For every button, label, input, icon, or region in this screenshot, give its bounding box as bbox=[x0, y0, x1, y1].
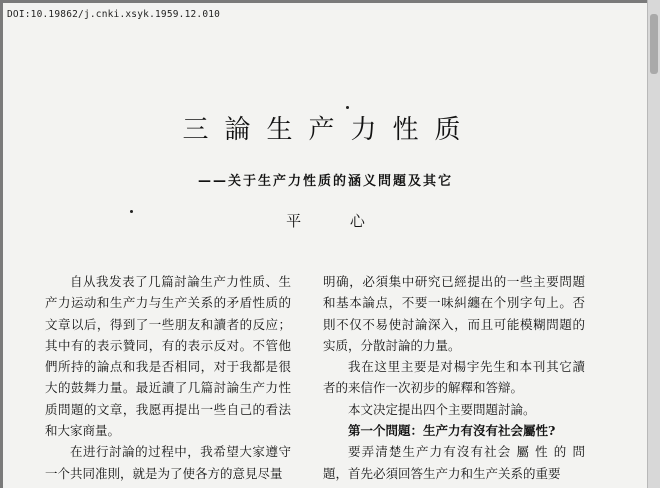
section-heading: 第一个問題：生产力有沒有社会屬性? bbox=[348, 423, 556, 439]
scrollbar-thumb[interactable] bbox=[650, 14, 658, 74]
left-column bbox=[45, 271, 291, 484]
vertical-scrollbar[interactable] bbox=[647, 0, 660, 488]
article-subtitle: ——关于生产力性质的涵义問題及其它 bbox=[197, 174, 453, 189]
paragraph: 本文决定提出四个主要問題討論。 bbox=[348, 401, 536, 417]
article-author: 平 心 bbox=[286, 212, 387, 230]
paragraph: 明确，必須集中研究已經提出的一些主要問題和基本論点，不要一味糾纏在个別字句上。否則不仅不易使討論深入，而且可能模糊問題的实质，分散討論的力量。 bbox=[323, 274, 585, 353]
article-title: 三論生产力性质 bbox=[182, 115, 477, 145]
right-column bbox=[323, 271, 585, 484]
paragraph: 在进行討論的过程中，我希望大家遵守一个共同准則，就是为了使各方的意見尽量 bbox=[45, 444, 291, 481]
document-page bbox=[3, 3, 648, 488]
paragraph: 自从我发表了几篇討論生产力性质、生产力运动和生产力与生产关系的矛盾性质的文章以后，得到了一些朋友和讀者的反应；其中有的表示贊同，有的表示反对。不管他們所持的論点和我是否相同，对于我都是很大的鼓舞力量。最近讀了几篇討論生产力性质問題的文章，我愿再提出一些自己的看法和大家商量。 bbox=[45, 274, 291, 439]
paragraph: 我在这里主要是对楊宇先生和本刊其它讀者的来信作一次初步的解釋和答辯。 bbox=[323, 359, 585, 396]
doi-label: DOI:10.19862/j.cnki.xsyk.1959.12.010 bbox=[7, 9, 221, 20]
paragraph: 要弄清楚生产力有沒有社会 屬 性 的 問題，首先必須回答生产力和生产关系的重要 bbox=[323, 444, 585, 481]
